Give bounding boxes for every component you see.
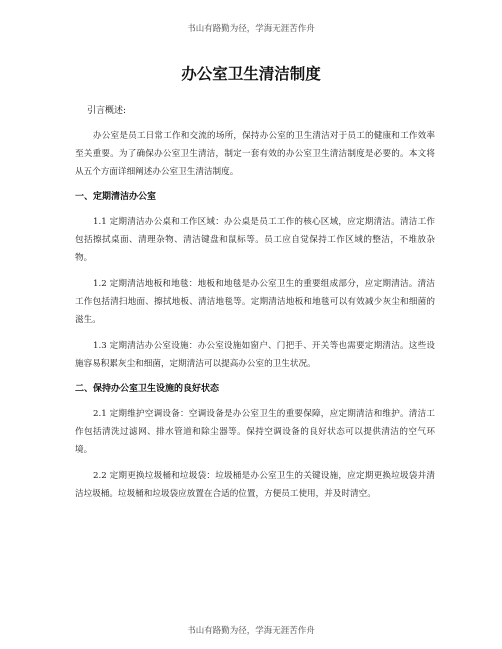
section-paragraph: 1.1 定期清洁办公桌和工作区域：办公桌是员工工作的核心区域，应定期清洁。清洁工作包括擦拭桌面、清理杂物、清洁键盘和鼠标等。员工应自觉保持工作区域的整洁，不堆放杂物。 bbox=[75, 217, 435, 263]
document-title: 办公室卫生清洁制度 bbox=[181, 65, 321, 83]
document-body bbox=[75, 104, 435, 511]
section-paragraph: 1.2 定期清洁地板和地毯：地板和地毯是办公室卫生的重要组成部分，应定期清洁。清洁工作包括清扫地面、擦拭地板、清洁地毯等。定期清洁地板和地毯可以有效减少灰尘和细菌的滋生。 bbox=[75, 279, 435, 325]
intro-paragraph: 办公室是员工日常工作和交流的场所，保持办公室的卫生清洁对于员工的健康和工作效率至关重要。为了确保办公室卫生清洁，制定一套有效的办公室卫生清洁制度是必要的。本文将从五个方面详细阐述办公室卫生清洁制度。 bbox=[75, 131, 435, 177]
page-header: 书山有路勤为径，学海无涯苦作舟 bbox=[187, 24, 315, 34]
section-heading: 一、定期清洁办公室 bbox=[75, 192, 157, 202]
page-footer: 书山有路勤为径，学海无涯苦作舟 bbox=[187, 626, 315, 636]
section-heading: 二、保持办公室卫生设施的良好状态 bbox=[75, 384, 220, 394]
section-paragraph: 2.2 定期更换垃圾桶和垃圾袋：垃圾桶是办公室卫生的关键设施，应定期更换垃圾袋并清洁垃圾桶。垃圾桶和垃圾袋应放置在合适的位置，方便员工使用，并及时清空。 bbox=[75, 471, 435, 499]
intro-label: 引言概述: bbox=[87, 106, 127, 116]
section-paragraph: 2.1 定期维护空调设备：空调设备是办公室卫生的重要保障，应定期清洁和维护。清洁工作包括清洗过滤网、排水管道和除尘器等。保持空调设备的良好状态可以提供清洁的空气环境。 bbox=[75, 409, 435, 455]
section-paragraph: 1.3 定期清洁办公室设施：办公室设施如窗户、门把手、开关等也需要定期清洁。这些设施容易积累灰尘和细菌，定期清洁可以提高办公室的卫生状况。 bbox=[75, 341, 435, 369]
